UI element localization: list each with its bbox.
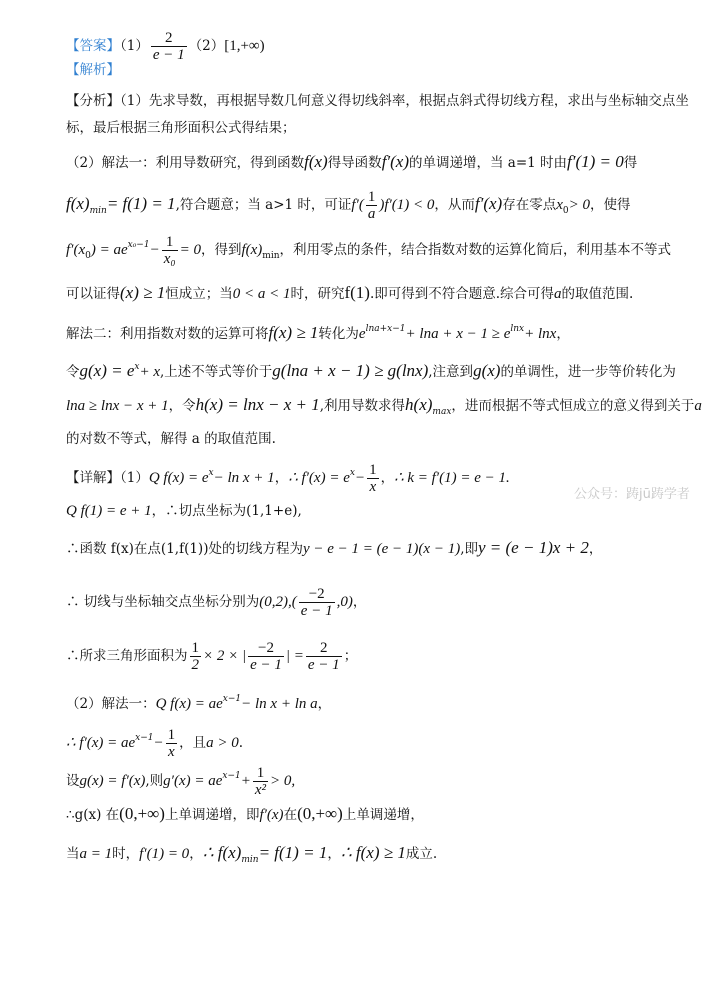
answer-fraction: $\frac{2}{e - 1}$ — [152, 30, 185, 63]
method2-line-3: lna ≥ lnx − x + 1，令h(x) = lnx − x + 1,利用导数求得$h(x)_{max}$，进而根据不等式恒成立的意义得到关于a — [66, 395, 702, 417]
fenxi-tag: 【分析】 — [66, 93, 120, 109]
detail-line-10: 当a = 1时，f′(1) = 0，∴ $f(x)_{min}= f(1) = 1$，∴ f(x) ≥ 1成立. — [66, 843, 438, 865]
detail-tag: 【详解】 — [66, 470, 120, 486]
method2-line-1: 解法二：利用指数对数的运算可将f(x) ≥ 1转化为$e^{lna+x-1}+ \ln a + x - 1 \ge e^{lnx}+ \ln x$， — [66, 323, 570, 342]
method1-line-4: 可以证得(x) ≥ 1恒成立；当0 < a < 1时，研究f(1).即可得到不符合题意.综合可得a的取值范围. — [66, 283, 634, 302]
detail-line-9: ∴g(x) 在(0,+∞)上单调递增，即f′(x)在(0,+∞)上单调递增， — [66, 804, 424, 823]
method1-line-2: $f(x)_{min}= f(1) = 1$,符合题意；当 a>1 时，可证f′( $\frac{1}{a}$ )f′(1) < 0，从而f′(x)存在零点$x_0> 0$，使得 — [66, 189, 631, 222]
detail-line-1: 【详解】（1）Q $f(x) = e^x- \ln x + 1$，∴ $f'(x) = e^x-$ $\frac{1}{x}$ ，∴ k = f′(1) = e − 1. — [66, 462, 510, 495]
answer-range: [1,+∞) — [224, 38, 265, 54]
method1-line-1: （2）解法一：利用导数研究，得到函数f(x)得导函数f′(x)的单调递增，当 a=1 时由f′(1) = 0得 — [66, 152, 638, 171]
analysis-tag: 【解析】 — [66, 62, 120, 78]
detail-line-7: ∴ $f'(x) = ae^{x-1}-$ $\frac{1}{x}$ ，且a > 0. — [66, 727, 244, 760]
fenxi-line-2: 标，最后根据三角形面积公式得结果； — [66, 120, 296, 136]
detail-line-8: 设g(x) = f′(x),则$g'(x) = ae^{x-1}+$ $\frac{1}{\text{x²}}$ > 0, — [66, 765, 296, 798]
method2-line-4: 的对数不等式，解得 a 的取值范围. — [66, 431, 276, 447]
detail-line-4: ∴ 切线与坐标轴交点坐标分别为(0,2),( $\frac{-2}{e - 1}$ ,0)， — [66, 586, 367, 619]
fenxi-line-1: 【分析】（1）先求导数，再根据导数几何意义得切线斜率，根据点斜式得切线方程，求出与坐标轴交点坐 — [66, 93, 689, 109]
method2-line-2: 令$g(x) = e^x+ x$,上述不等式等价于g(lna + x − 1) ≥ g(lnx),注意到g(x)的单调性，进一步等价转化为 — [66, 361, 676, 380]
watermark-name: 踌jū踌学者 — [626, 487, 690, 502]
answer-line: 【答案】（1） $\frac{2}{e - 1}$ （2）[1,+∞) — [66, 30, 265, 63]
detail-line-5: ∴所求三角形面积为 $\frac{1}{2}$ × 2 × | $\frac{-2}{e - 1}$ | = $\frac{2}{e - 1}$ ； — [66, 640, 358, 673]
answer-tag: 【答案】 — [66, 38, 120, 54]
detail-line-2: Q f(1) = e + 1，∴切点坐标为(1,1+e), — [66, 503, 302, 519]
detail-line-3: ∴函数 f(x)在点(1,f(1))处的切线方程为y − e − 1 = (e − 1)(x − 1),即y = (e − 1)x + 2， — [66, 538, 603, 557]
watermark: 公众号：踌jū踌学者 — [574, 487, 690, 502]
detail-line-6: （2）解法一：Q $f(x) = ae^{x-1}- \ln x + \ln a$， — [66, 694, 332, 712]
analysis-tag-line — [66, 61, 120, 79]
method1-line-3: $f'(x_0) = ae^{x_0-1}-$ $\frac{1}{\text{x₀}}$ = 0，得到$f(x)_{min}$，利用零点的条件，结合指数对数的运算化简后，利用基本不等式 — [66, 234, 671, 267]
